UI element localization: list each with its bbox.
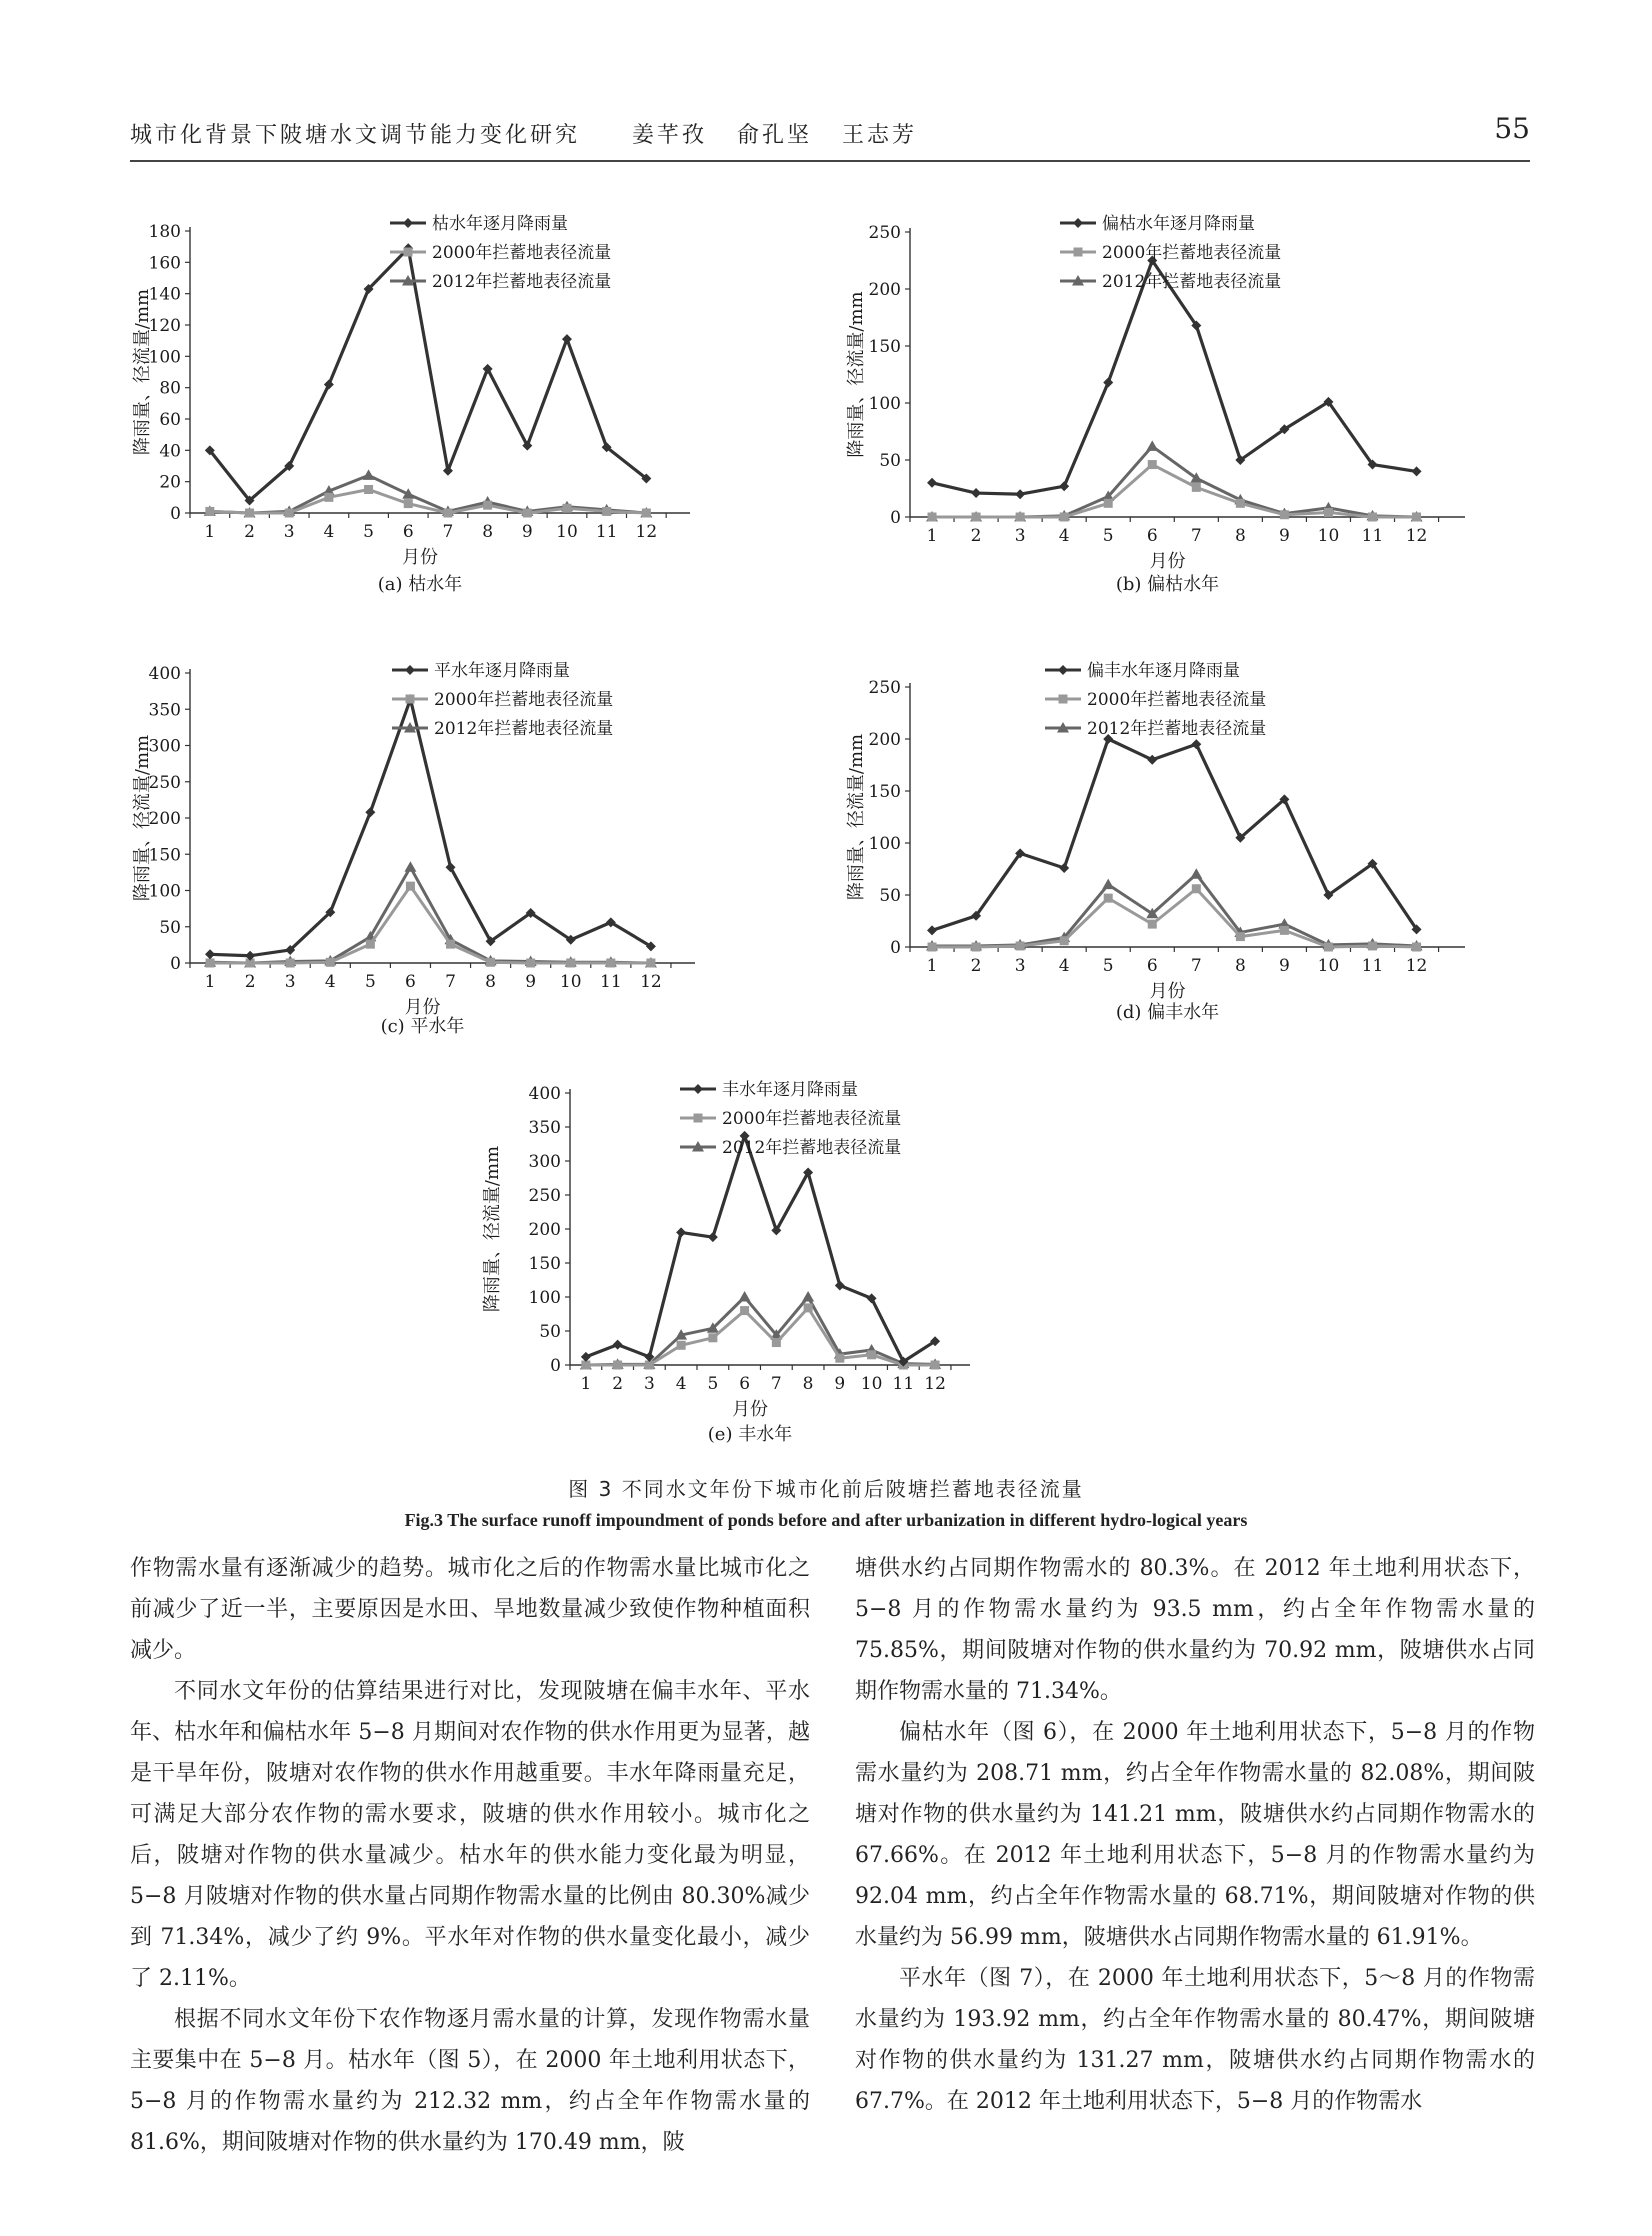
y-tick-label: 20 bbox=[159, 472, 181, 493]
x-tick-label: 6 bbox=[1146, 956, 1158, 976]
legend-label: 枯水年逐月降雨量 bbox=[432, 214, 568, 234]
x-tick-label: 10 bbox=[1317, 956, 1340, 976]
y-axis-label: 降雨量、径流量/mm bbox=[846, 733, 867, 901]
x-tick-label: 11 bbox=[595, 522, 618, 542]
data-point bbox=[206, 959, 215, 968]
data-point bbox=[972, 943, 981, 952]
data-point bbox=[486, 958, 495, 967]
legend-label: 丰水年逐月降雨量 bbox=[722, 1080, 858, 1100]
data-point bbox=[804, 1303, 813, 1312]
legend-label: 2000年拦蓄地表径流量 bbox=[1087, 690, 1267, 710]
x-tick-label: 10 bbox=[559, 972, 582, 992]
data-point bbox=[708, 1333, 717, 1342]
data-point bbox=[739, 1291, 751, 1302]
data-point bbox=[927, 478, 937, 488]
data-point bbox=[1016, 513, 1025, 522]
data-point bbox=[931, 1361, 940, 1370]
x-tick-label: 11 bbox=[1361, 526, 1384, 546]
body-column-left bbox=[130, 1548, 810, 2163]
y-tick-label: 250 bbox=[148, 772, 181, 793]
data-point bbox=[1146, 440, 1158, 451]
data-point bbox=[1104, 499, 1113, 508]
data-point bbox=[1015, 489, 1025, 499]
legend-marker bbox=[406, 695, 415, 704]
data-point bbox=[708, 1232, 718, 1242]
data-point bbox=[928, 513, 937, 522]
data-point bbox=[1280, 510, 1289, 519]
data-point bbox=[566, 959, 575, 968]
y-axis-label: 降雨量、径流量/mm bbox=[846, 291, 867, 458]
y-tick-label: 200 bbox=[528, 1220, 561, 1240]
data-point bbox=[205, 507, 214, 516]
legend-marker bbox=[404, 248, 413, 257]
page-number: 55 bbox=[1494, 112, 1530, 145]
chart-c bbox=[130, 650, 820, 1050]
data-point bbox=[443, 466, 453, 476]
data-point bbox=[676, 1227, 686, 1237]
x-tick-label: 7 bbox=[1190, 526, 1202, 546]
data-point bbox=[1236, 932, 1245, 941]
data-point bbox=[1103, 377, 1113, 387]
y-tick-label: 300 bbox=[148, 736, 181, 757]
legend-label: 偏枯水年逐月降雨量 bbox=[1102, 214, 1255, 234]
x-tick-label: 5 bbox=[1102, 956, 1114, 976]
figure-caption-en: Fig.3 The surface runoff impoundment of ponds before and after urbanization in different hydro-logical years bbox=[404, 1510, 1248, 1530]
y-tick-label: 50 bbox=[879, 451, 901, 471]
data-point bbox=[581, 1352, 591, 1362]
x-tick-label: 2 bbox=[244, 972, 256, 992]
x-tick-label: 6 bbox=[1146, 526, 1158, 546]
data-point bbox=[443, 509, 452, 518]
data-point bbox=[483, 501, 492, 510]
x-tick-label: 3 bbox=[1014, 956, 1026, 976]
data-point bbox=[772, 1338, 781, 1347]
data-point bbox=[646, 959, 655, 968]
data-point bbox=[324, 493, 333, 502]
x-tick-label: 9 bbox=[1278, 526, 1290, 546]
x-tick-label: 9 bbox=[525, 972, 537, 992]
paragraph: 作物需水量有逐渐减少的趋势。城市化之后的作物需水量比城市化之前减少了近一半，主要原因是水田、旱地数量减少致使作物种植面积减少。 bbox=[130, 1556, 810, 1663]
x-tick-label: 5 bbox=[1102, 526, 1114, 546]
chart-b bbox=[840, 205, 1540, 610]
data-point bbox=[972, 513, 981, 522]
y-axis-label: 降雨量、径流量/mm bbox=[132, 288, 153, 456]
y-tick-label: 250 bbox=[868, 678, 901, 698]
legend-marker bbox=[403, 218, 413, 228]
series-line bbox=[932, 261, 1417, 495]
y-tick-label: 150 bbox=[528, 1254, 561, 1274]
x-tick-label: 1 bbox=[580, 1374, 592, 1394]
legend-label: 2012年拦蓄地表径流量 bbox=[1087, 719, 1267, 739]
data-point bbox=[1148, 920, 1157, 929]
data-point bbox=[1060, 936, 1069, 945]
data-point bbox=[286, 959, 295, 968]
y-tick-label: 0 bbox=[890, 508, 901, 528]
data-point bbox=[645, 1361, 654, 1370]
x-tick-label: 9 bbox=[834, 1374, 846, 1394]
y-tick-label: 250 bbox=[868, 223, 901, 243]
y-tick-label: 0 bbox=[170, 504, 181, 524]
data-point bbox=[1368, 513, 1377, 522]
data-point bbox=[835, 1354, 844, 1363]
data-point bbox=[835, 1280, 845, 1290]
data-point bbox=[404, 499, 413, 508]
x-tick-label: 9 bbox=[521, 522, 533, 542]
x-tick-label: 7 bbox=[445, 972, 456, 992]
header-rule bbox=[130, 160, 1530, 162]
x-tick-label: 12 bbox=[1405, 956, 1428, 976]
y-tick-label: 0 bbox=[550, 1356, 561, 1376]
data-point bbox=[562, 504, 571, 513]
y-tick-label: 120 bbox=[148, 316, 181, 336]
data-point bbox=[326, 958, 335, 967]
subplot-caption: (c) 平水年 bbox=[380, 1016, 465, 1037]
y-tick-label: 300 bbox=[528, 1152, 561, 1172]
data-point bbox=[365, 807, 375, 817]
x-tick-label: 6 bbox=[402, 522, 414, 542]
data-point bbox=[526, 959, 535, 968]
data-point bbox=[1412, 513, 1421, 522]
data-point bbox=[740, 1306, 749, 1315]
x-tick-label: 11 bbox=[892, 1374, 915, 1394]
chart-a bbox=[130, 205, 820, 610]
y-tick-label: 350 bbox=[528, 1118, 561, 1138]
x-tick-label: 2 bbox=[970, 956, 982, 976]
y-tick-label: 200 bbox=[148, 809, 181, 829]
y-tick-label: 100 bbox=[148, 347, 181, 368]
data-point bbox=[1104, 894, 1113, 903]
legend-label: 2000年拦蓄地表径流量 bbox=[432, 243, 612, 263]
x-tick-label: 4 bbox=[1058, 526, 1070, 546]
data-point bbox=[928, 943, 937, 952]
running-title: 城市化背景下陂塘水文调节能力变化研究 bbox=[130, 123, 581, 148]
x-tick-label: 5 bbox=[364, 972, 376, 992]
legend-label: 2000年拦蓄地表径流量 bbox=[1102, 243, 1282, 263]
x-axis-label: 月份 bbox=[402, 547, 438, 568]
y-tick-label: 100 bbox=[528, 1288, 561, 1308]
body-column-right bbox=[855, 1548, 1535, 2122]
subplot-caption: (d) 偏丰水年 bbox=[1115, 1002, 1220, 1023]
legend-label: 2012年拦蓄地表径流量 bbox=[432, 272, 612, 292]
x-tick-label: 10 bbox=[556, 522, 578, 542]
x-tick-label: 5 bbox=[363, 522, 374, 542]
x-tick-label: 4 bbox=[323, 522, 335, 542]
data-point bbox=[971, 488, 981, 498]
data-point bbox=[446, 940, 455, 949]
y-tick-label: 200 bbox=[868, 730, 901, 750]
data-point bbox=[1368, 941, 1377, 950]
y-tick-label: 100 bbox=[868, 394, 901, 414]
data-point bbox=[1412, 466, 1422, 476]
y-axis-label: 降雨量、径流量/mm bbox=[482, 1145, 503, 1313]
running-authors: 姜芊孜 俞孔坚 王志芳 bbox=[632, 123, 917, 148]
data-point bbox=[677, 1341, 686, 1350]
x-tick-label: 11 bbox=[600, 972, 622, 992]
series-line bbox=[932, 465, 1417, 517]
data-point bbox=[1147, 755, 1157, 765]
chart-d bbox=[840, 650, 1540, 1040]
legend-label: 2000年拦蓄地表径流量 bbox=[434, 690, 614, 710]
y-tick-label: 400 bbox=[148, 664, 181, 684]
y-tick-label: 50 bbox=[159, 917, 181, 938]
data-point bbox=[1324, 943, 1333, 952]
y-axis-label: 降雨量、径流量/mm bbox=[132, 734, 153, 902]
data-point bbox=[324, 380, 334, 390]
figure-caption-cn: 图 3 不同水文年份下城市化前后陂塘拦蓄地表径流量 bbox=[568, 1477, 1084, 1501]
x-tick-label: 9 bbox=[1278, 956, 1290, 976]
data-point bbox=[1192, 483, 1201, 492]
x-axis-label: 月份 bbox=[404, 997, 441, 1018]
x-tick-label: 3 bbox=[284, 972, 296, 992]
y-tick-label: 80 bbox=[159, 378, 181, 399]
data-point bbox=[802, 1291, 814, 1302]
x-tick-label: 2 bbox=[244, 522, 255, 542]
legend-marker bbox=[1074, 248, 1083, 257]
series-line bbox=[932, 446, 1417, 517]
data-point bbox=[523, 509, 532, 518]
legend-marker bbox=[693, 1084, 703, 1094]
data-point bbox=[927, 925, 937, 935]
subplot-caption: (b) 偏枯水年 bbox=[1115, 574, 1220, 595]
y-tick-label: 150 bbox=[868, 782, 901, 802]
series-line bbox=[932, 739, 1417, 930]
data-point bbox=[285, 509, 294, 518]
x-tick-label: 2 bbox=[970, 526, 982, 546]
y-tick-label: 200 bbox=[868, 280, 901, 300]
y-tick-label: 150 bbox=[868, 337, 901, 357]
data-point bbox=[1016, 941, 1025, 950]
y-tick-label: 400 bbox=[528, 1084, 561, 1104]
x-tick-label: 12 bbox=[635, 522, 658, 542]
y-tick-label: 50 bbox=[879, 886, 901, 906]
data-point bbox=[1059, 863, 1069, 873]
data-point bbox=[363, 469, 375, 480]
x-tick-label: 8 bbox=[485, 972, 497, 992]
data-point bbox=[1192, 884, 1201, 893]
data-point bbox=[1190, 868, 1202, 879]
data-point bbox=[613, 1340, 623, 1350]
data-point bbox=[613, 1361, 622, 1370]
legend-label: 2012年拦蓄地表径流量 bbox=[722, 1138, 902, 1158]
x-tick-label: 7 bbox=[1190, 956, 1202, 976]
x-tick-label: 3 bbox=[1014, 526, 1026, 546]
x-axis-label: 月份 bbox=[1149, 981, 1186, 1002]
y-tick-label: 40 bbox=[159, 441, 181, 462]
x-tick-label: 10 bbox=[860, 1374, 883, 1394]
data-point bbox=[366, 940, 375, 949]
legend-label: 2000年拦蓄地表径流量 bbox=[722, 1109, 902, 1129]
data-point bbox=[1412, 943, 1421, 952]
paragraph: 偏枯水年（图 6），在 2000 年土地利用状态下，5−8 月的作物需水量约为 208.71 mm，约占全年作物需水量的 82.08%，期间陂塘对作物的供水量约为 141.21 mm，陂塘供水约占同期作物需水的 67.66%。在 2012 年土地利用状态下，5−8 月的作物需水量约为 92.04 mm，约占全年作物需水量的 68.71%，期间陂塘对作物的供水量约为 56.99 mm，陂塘供水占同期作物需水量的 61.91%。 bbox=[855, 1720, 1535, 1950]
chart-e bbox=[480, 1075, 1210, 1460]
legend-marker bbox=[1058, 665, 1068, 675]
series-line bbox=[932, 889, 1417, 947]
series-line bbox=[586, 1297, 935, 1365]
x-tick-label: 12 bbox=[924, 1374, 946, 1394]
x-tick-label: 4 bbox=[1058, 956, 1070, 976]
legend-marker bbox=[694, 1114, 703, 1123]
y-tick-label: 140 bbox=[148, 284, 181, 305]
x-axis-label: 月份 bbox=[732, 1399, 768, 1420]
x-tick-label: 5 bbox=[707, 1374, 719, 1394]
x-tick-label: 8 bbox=[1234, 956, 1246, 976]
x-tick-label: 1 bbox=[204, 972, 216, 992]
x-tick-label: 6 bbox=[405, 972, 416, 992]
data-point bbox=[1280, 926, 1289, 935]
paragraph: 平水年（图 7），在 2000 年土地利用状态下，5～8 月的作物需水量约为 193.92 mm，约占全年作物需水量的 80.47%，期间陂塘对作物的供水量约为 131.27 mm，陂塘供水约占同期作物需水的 67.7%。在 2012 年土地利用状态下，5−8 月的作物需水 bbox=[855, 1966, 1535, 2114]
data-point bbox=[642, 509, 651, 518]
data-point bbox=[867, 1350, 876, 1359]
x-tick-label: 2 bbox=[612, 1374, 624, 1394]
data-point bbox=[562, 334, 572, 344]
data-point bbox=[1060, 513, 1069, 522]
y-tick-label: 250 bbox=[528, 1186, 561, 1206]
y-tick-label: 350 bbox=[148, 700, 181, 721]
data-point bbox=[602, 507, 611, 516]
legend-label: 偏丰水年逐月降雨量 bbox=[1087, 661, 1240, 681]
subplot-caption: (e) 丰水年 bbox=[707, 1424, 793, 1445]
legend-label: 2012年拦蓄地表径流量 bbox=[1102, 272, 1282, 292]
data-point bbox=[1236, 499, 1245, 508]
data-point bbox=[364, 485, 373, 494]
legend-label: 2012年拦蓄地表径流量 bbox=[434, 719, 614, 739]
y-tick-label: 0 bbox=[170, 954, 181, 974]
x-tick-label: 10 bbox=[1317, 526, 1340, 546]
x-tick-label: 12 bbox=[1405, 526, 1428, 546]
y-tick-label: 50 bbox=[539, 1322, 561, 1342]
legend-marker bbox=[1059, 695, 1068, 704]
x-tick-label: 1 bbox=[926, 526, 938, 546]
data-point bbox=[1148, 460, 1157, 469]
subplot-caption: (a) 枯水年 bbox=[377, 574, 463, 595]
x-tick-label: 1 bbox=[204, 522, 216, 542]
data-point bbox=[404, 861, 416, 872]
data-point bbox=[606, 959, 615, 968]
x-axis-label: 月份 bbox=[1149, 551, 1186, 572]
x-tick-label: 8 bbox=[1234, 526, 1246, 546]
legend-marker bbox=[405, 665, 415, 675]
paragraph: 塘供水约占同期作物需水的 80.3%。在 2012 年土地利用状态下，5−8 月的作物需水量约为 93.5 mm，约占全年作物需水量的 75.85%，期间陂塘对作物的供水量约为 70.92 mm，陂塘供水占同期作物需水量的 71.34%。 bbox=[855, 1556, 1535, 1704]
legend-label: 平水年逐月降雨量 bbox=[434, 661, 570, 681]
x-tick-label: 11 bbox=[1361, 956, 1384, 976]
x-tick-label: 1 bbox=[926, 956, 938, 976]
x-tick-label: 6 bbox=[739, 1374, 751, 1394]
paragraph: 不同水文年份的估算结果进行对比，发现陂塘在偏丰水年、平水年、枯水年和偏枯水年 5−8 月期间对农作物的供水作用更为显著，越是干旱年份，陂塘对农作物的供水作用越重要。丰水年降雨量充足，可满足大部分农作物的需水要求，陂塘的供水作用较小。城市化之后，陂塘对作物的供水量减少。枯水年的供水能力变化最为明显，5−8 月陂塘对作物的供水量占同期作物需水量的比例由 80.30%减少到 71.34%，减少了约 9%。平水年对作物的供水量变化最小，减少了 2.11%。 bbox=[130, 1679, 810, 1991]
data-point bbox=[245, 509, 254, 518]
data-point bbox=[1059, 481, 1069, 491]
data-point bbox=[1324, 508, 1333, 517]
x-tick-label: 12 bbox=[640, 972, 662, 992]
data-point bbox=[1191, 739, 1201, 749]
x-tick-label: 3 bbox=[643, 1374, 655, 1394]
paragraph: 根据不同水文年份下农作物逐月需水量的计算，发现作物需水量主要集中在 5−8 月。枯水年（图 5），在 2000 年土地利用状态下，5−8 月的作物需水量约为 212.32 mm，约占全年作物需水量的 81.6%，期间陂塘对作物的供水量约为 170.49 mm，陂 bbox=[130, 2007, 810, 2155]
x-tick-label: 8 bbox=[802, 1374, 814, 1394]
y-tick-label: 100 bbox=[148, 881, 181, 902]
running-header bbox=[130, 112, 1530, 158]
y-tick-label: 100 bbox=[868, 834, 901, 854]
x-tick-label: 4 bbox=[675, 1374, 687, 1394]
x-tick-label: 7 bbox=[442, 522, 454, 542]
x-tick-label: 3 bbox=[283, 522, 295, 542]
y-tick-label: 0 bbox=[890, 938, 901, 958]
data-point bbox=[581, 1361, 590, 1370]
data-point bbox=[1102, 879, 1114, 890]
x-tick-label: 7 bbox=[770, 1374, 782, 1394]
legend-marker bbox=[1073, 218, 1083, 228]
x-tick-label: 8 bbox=[482, 522, 494, 542]
data-point bbox=[406, 882, 415, 891]
data-point bbox=[205, 949, 215, 959]
y-tick-label: 60 bbox=[159, 410, 181, 430]
x-tick-label: 4 bbox=[324, 972, 336, 992]
y-tick-label: 180 bbox=[148, 222, 181, 242]
y-tick-label: 160 bbox=[148, 253, 181, 274]
y-tick-label: 150 bbox=[148, 845, 181, 866]
